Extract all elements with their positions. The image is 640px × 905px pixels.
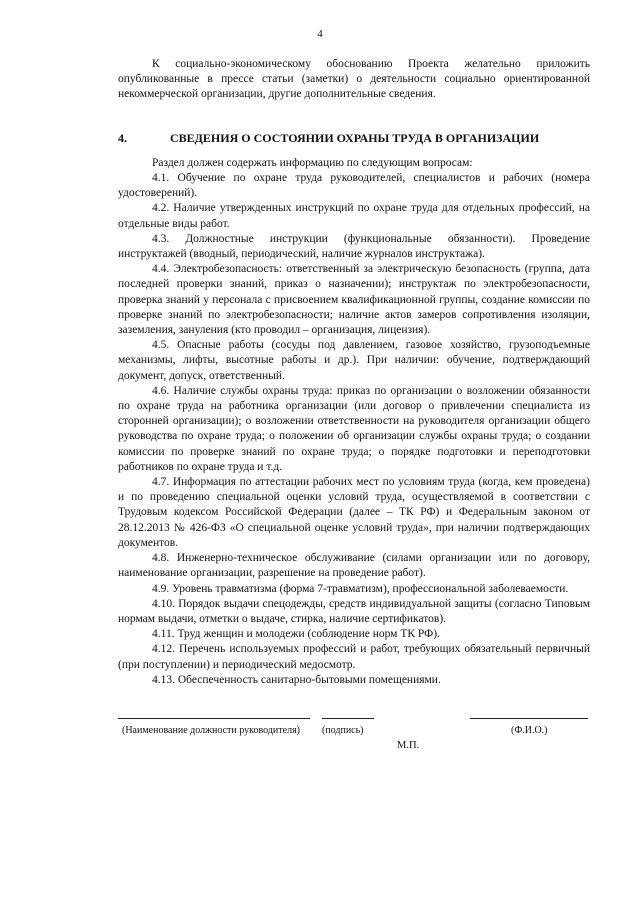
list-item: 4.13. Обеспеченность санитарно-бытовыми помещениями. (152, 673, 441, 686)
signature-block (118, 718, 590, 758)
section-items (118, 156, 590, 688)
list-item: 4.7. Информация по аттестации рабочих мест по условиям труда (когда, кем проведена) и по проведению специальной оценки условий труда, осуществляемой в соответствии с Трудовым кодексом Российской Федерации (далее – ТК РФ) и Федеральным законом от 28.12.2013 № 426-ФЗ «О специальной оценке условий труда», при наличии подтверждающих документов. (118, 476, 590, 549)
list-item: 4.9. Уровень травматизма (форма 7-травматизм), профессиональной заболеваемости. (152, 582, 569, 595)
list-item: 4.6. Наличие службы охраны труда: приказ по организации о возложении обязанности по охране труда на работника организации (или договор о привлечении специалиста из сторонней организации); о возложении ответственности на руководителя организации общего руководства по охране труда; о положении об организации службы охраны труда; о создании комиссии по проверке знаний по охране труда; о порядке подготовки и переподготовки работников по охране труда и т.д. (118, 384, 590, 473)
section-lead: Раздел должен содержать информацию по следующим вопросам: (152, 156, 473, 169)
list-item: 4.10. Порядок выдачи спецодежды, средств индивидуальной защиты (согласно Типовым нормам выдачи, отметки о выдаче, стирка, наличие сертификатов). (118, 597, 590, 625)
list-item: 4.2. Наличие утвержденных инструкций по охране труда для отдельных профессий, на отдельные виды работ. (118, 202, 590, 230)
list-item: 4.8. Инженерно-техническое обслуживание (силами организации или по договору, наименование организации, разрешение на проведение работ). (118, 552, 590, 580)
list-item: 4.4. Электробезопасность: ответственный за электрическую безопасность (группа, дата последней проверки знаний, приказ о назначении); инструктаж по электробезопасности, проверка знаний у персонала с присвоением квалификационной группы, создание комиссии по проверке знаний по электробезопасности; наличие актов замеров сопротивления изоляции, заземления, зануления (кто проводил – организация, лицензия). (118, 263, 590, 337)
section-title: СВЕДЕНИЯ О СОСТОЯНИИ ОХРАНЫ ТРУДА В ОРГАНИЗАЦИИ (170, 130, 540, 145)
section-heading (118, 131, 590, 146)
list-item: 4.3. Должностные инструкции (функциональные обязанности). Проведение инструктажей (вводный, периодический, наличие журналов инструктажа). (118, 232, 590, 261)
name-line (470, 718, 588, 719)
position-line (118, 718, 310, 719)
intro-paragraph: К социально-экономическому обоснованию Проекта желательно приложить опубликованные в прессе статьи (заметки) о деятельности социально ориентированной некоммерческой организации, другие дополнительные сведения. (118, 58, 590, 101)
stamp-label: М.П. (397, 740, 420, 751)
document-body (118, 57, 590, 688)
signature-line (322, 718, 374, 719)
name-caption: (Ф.И.О.) (511, 725, 548, 736)
position-caption: (Наименование должности руководителя) (122, 725, 300, 736)
section-number: 4. (118, 130, 127, 145)
signature-caption: (подпись) (322, 725, 364, 736)
list-item: 4.5. Опасные работы (сосуды под давлением, газовое хозяйство, грузоподъемные механизмы, лифты, высотные работы и др.). При наличии: обучение, подтверждающий документ, допуск, ответственный. (118, 339, 590, 382)
page-number: 4 (317, 28, 323, 40)
list-item: 4.12. Перечень используемых профессий и работ, требующих обязательный первичный (при поступлении) и периодический медосмотр. (118, 643, 590, 671)
list-item: 4.11. Труд женщин и молодежи (соблюдение норм ТК РФ). (152, 628, 440, 641)
list-item: 4.1. Обучение по охране труда руководителей, специалистов и рабочих (номера удостоверений). (118, 172, 590, 200)
